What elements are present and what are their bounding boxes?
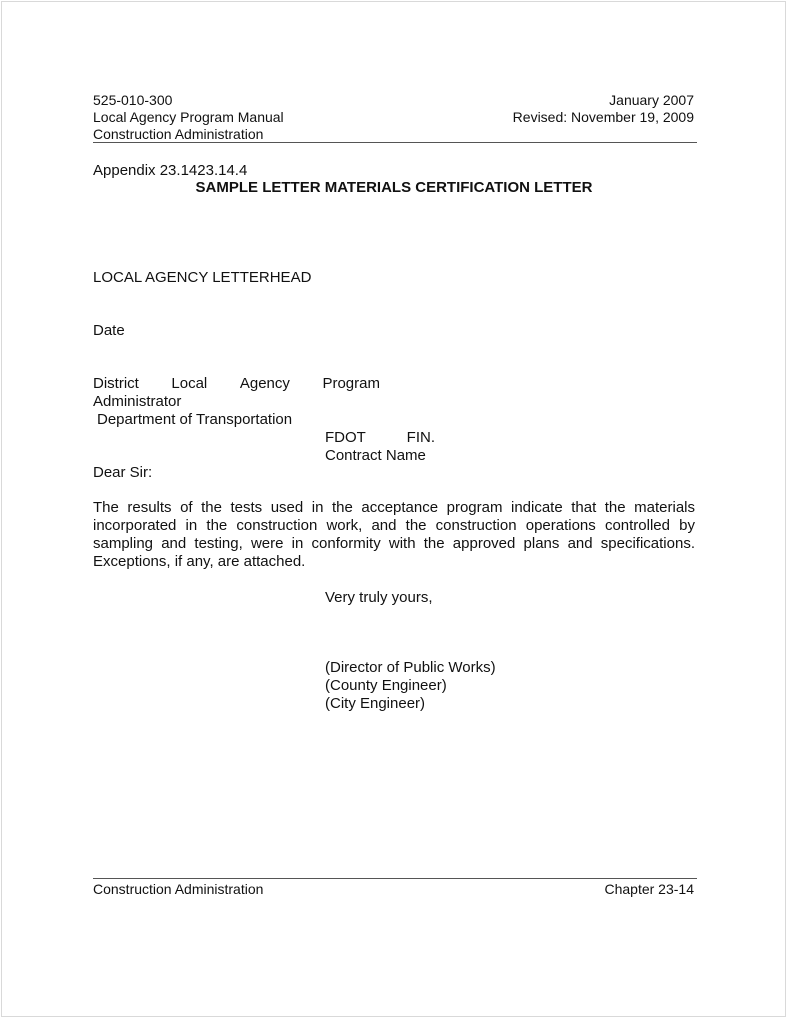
fin-label: FIN.: [406, 429, 435, 446]
appendix-label: Appendix 23.1423.14.4: [93, 162, 248, 179]
signatory: (Director of Public Works): [325, 659, 496, 676]
manual-name: Local Agency Program Manual: [93, 109, 284, 125]
document-title: SAMPLE LETTER MATERIALS CERTIFICATION LETTER: [195, 179, 593, 196]
section-name: Construction Administration: [93, 126, 264, 142]
reference-line: [325, 429, 435, 447]
address-word: Program: [322, 375, 380, 392]
body-line: sampling and testing, were in conformity with the approved plans and specifications.: [93, 535, 695, 552]
header-divider: [93, 142, 697, 143]
address-word: Local: [171, 375, 208, 392]
address-line-1: [93, 375, 380, 393]
closing: Very truly yours,: [325, 589, 433, 606]
signatory: (County Engineer): [325, 677, 447, 694]
signatory: (City Engineer): [325, 695, 426, 712]
doc-number: 525-010-300: [93, 92, 173, 108]
revised-date: Revised: November 19, 2009: [512, 109, 694, 125]
letterhead: LOCAL AGENCY LETTERHEAD: [93, 269, 312, 286]
contract-name: Contract Name: [325, 447, 426, 464]
address-word: Agency: [239, 375, 290, 392]
address-line-3: Department of Transportation: [97, 411, 293, 428]
footer-chapter: Chapter 23-14: [604, 881, 694, 897]
footer-divider: [93, 878, 697, 879]
footer-section: Construction Administration: [93, 881, 264, 897]
address-line-2: Administrator: [93, 393, 182, 410]
body-line: Exceptions, if any, are attached.: [93, 553, 306, 570]
address-word: District: [93, 375, 139, 392]
header-left: [93, 92, 284, 143]
letter-date: Date: [93, 322, 125, 339]
letter-body: [93, 499, 695, 571]
fdot-label: FDOT: [325, 429, 366, 446]
header-right: [513, 92, 694, 126]
issue-date: January 2007: [609, 92, 694, 108]
body-line: The results of the tests used in the acceptance program indicate that the materials: [93, 499, 695, 516]
salutation: Dear Sir:: [93, 464, 153, 481]
body-line: incorporated in the construction work, and the construction operations controlled by: [93, 517, 695, 534]
